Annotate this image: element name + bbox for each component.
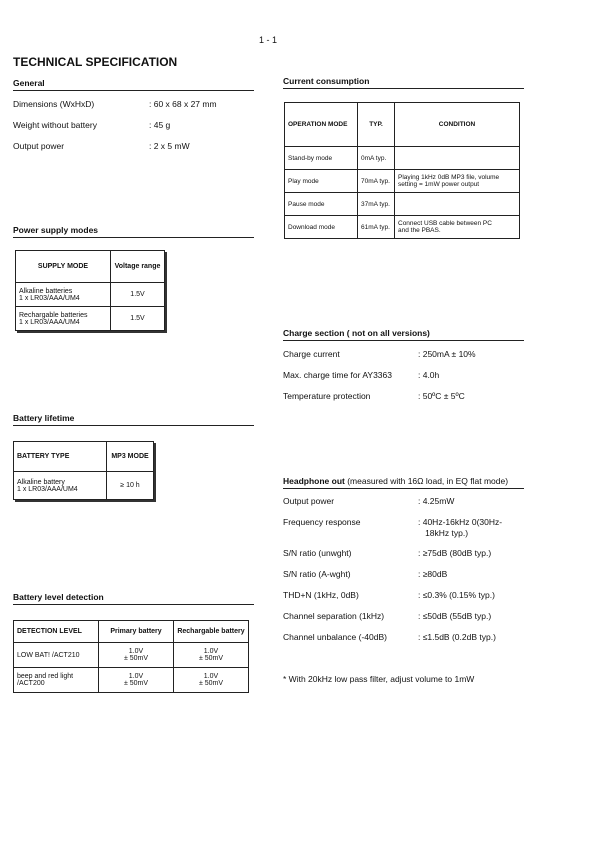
headphone-label: THD+N (1kHz, 0dB): [283, 590, 359, 600]
battery-level-level: LOW BAT! /ACT210: [14, 643, 99, 668]
headphone-footnote: * With 20kHz low pass filter, adjust volume to 1mW: [283, 674, 475, 684]
current-condition: Connect USB cable between PC and the PBAS.: [395, 216, 520, 239]
headphone-value: : ≥80dB: [418, 569, 448, 579]
headphone-value: : ≥75dB (80dB typ.): [418, 548, 492, 558]
battery-level-level: beep and red light /ACT200: [14, 668, 99, 693]
current-header-condition: CONDITION: [395, 103, 520, 147]
current-typ: 70mA typ.: [358, 170, 395, 193]
headphone-label: Output power: [283, 496, 335, 506]
charge-value-time: : 4.0h: [418, 370, 440, 380]
battery-level-rech: 1.0V ± 50mV: [174, 668, 249, 693]
battery-level-primary: 1.0V ± 50mV: [99, 643, 174, 668]
current-mode: Play mode: [285, 170, 358, 193]
table-row: [14, 643, 249, 668]
table-row: [16, 283, 165, 307]
general-label-output: Output power: [13, 141, 65, 151]
battery-level-table: [13, 620, 249, 693]
power-supply-header-mode: SUPPLY MODE: [16, 251, 111, 283]
charge-heading: Charge section ( not on all versions): [283, 328, 430, 338]
current-table: [284, 102, 520, 239]
current-rule: [283, 88, 524, 89]
current-condition: Playing 1kHz 0dB MP3 file, volume setting = 1mW power output: [395, 170, 520, 193]
battery-lifetime-header-mp3: MP3 MODE: [107, 442, 154, 472]
table-row: [285, 170, 520, 193]
headphone-value: : 4.25mW: [418, 496, 455, 506]
headphone-value: : ≤0.3% (0.15% typ.): [418, 590, 495, 600]
current-condition: [395, 147, 520, 170]
general-label-dimensions: Dimensions (WxHxD): [13, 99, 95, 109]
general-heading: General: [13, 78, 45, 88]
current-typ: 0mA typ.: [358, 147, 395, 170]
battery-lifetime-header-type: BATTERY TYPE: [14, 442, 107, 472]
charge-label-time: Max. charge time for AY3363: [283, 370, 392, 380]
battery-level-primary: 1.0V ± 50mV: [99, 668, 174, 693]
page-number: 1 - 1: [259, 35, 278, 45]
charge-label-current: Charge current: [283, 349, 340, 359]
current-condition: [395, 193, 520, 216]
charge-label-temp: Temperature protection: [283, 391, 371, 401]
headphone-heading-rest: (measured with 16Ω load, in EQ flat mode): [344, 476, 509, 486]
headphone-label: S/N ratio (unwght): [283, 548, 352, 558]
power-supply-voltage: 1.5V: [111, 307, 165, 331]
general-value-dimensions: : 60 x 68 x 27 mm: [149, 99, 217, 109]
battery-level-header-level: DETECTION LEVEL: [14, 621, 99, 643]
current-typ: 37mA typ.: [358, 193, 395, 216]
table-row: [285, 193, 520, 216]
headphone-value: : 40Hz-16kHz 0(30Hz- 18kHz typ.): [418, 517, 503, 538]
charge-value-temp: : 50ºC ± 5ºC: [418, 391, 465, 401]
page-title: TECHNICAL SPECIFICATION: [13, 55, 178, 69]
current-heading: Current consumption: [283, 76, 370, 86]
table-row: [14, 472, 154, 500]
table-row: [285, 216, 520, 239]
battery-level-header-rech: Rechargable battery: [174, 621, 249, 643]
battery-lifetime-rule: [13, 425, 254, 426]
headphone-label: Channel unbalance (-40dB): [283, 632, 387, 642]
battery-lifetime-mp3: ≥ 10 h: [107, 472, 154, 500]
general-label-weight: Weight without battery: [13, 120, 97, 130]
power-supply-heading: Power supply modes: [13, 225, 99, 235]
current-mode: Pause mode: [285, 193, 358, 216]
power-supply-mode: Rechargable batteries 1 x LR03/AAA/UM4: [16, 307, 111, 331]
headphone-heading-bold: Headphone out: [283, 476, 345, 486]
general-value-output: : 2 x 5 mW: [149, 141, 190, 151]
charge-rule: [283, 340, 524, 341]
battery-level-rech: 1.0V ± 50mV: [174, 643, 249, 668]
headphone-label: Frequency response: [283, 517, 361, 527]
battery-lifetime-heading: Battery lifetime: [13, 413, 75, 423]
table-row: [14, 668, 249, 693]
headphone-label: S/N ratio (A-wght): [283, 569, 351, 579]
current-header-typ: TYP.: [358, 103, 395, 147]
battery-level-header-primary: Primary battery: [99, 621, 174, 643]
battery-lifetime-type: Alkaline battery 1 x LR03/AAA/UM4: [14, 472, 107, 500]
headphone-rule: [283, 488, 524, 489]
power-supply-rule: [13, 237, 254, 238]
general-rule: [13, 90, 254, 91]
current-header-mode: OPERATION MODE: [285, 103, 358, 147]
current-typ: 61mA typ.: [358, 216, 395, 239]
power-supply-header-voltage: Voltage range: [111, 251, 165, 283]
general-value-weight: : 45 g: [149, 120, 171, 130]
power-supply-table: [15, 250, 165, 331]
battery-level-rule: [13, 604, 254, 605]
current-mode: Download mode: [285, 216, 358, 239]
battery-lifetime-table: [13, 441, 154, 500]
headphone-value: : ≤50dB (55dB typ.): [418, 611, 492, 621]
headphone-label: Channel separation (1kHz): [283, 611, 385, 621]
headphone-value: : ≤1.5dB (0.2dB typ.): [418, 632, 496, 642]
battery-level-heading: Battery level detection: [13, 592, 104, 602]
table-row: [285, 147, 520, 170]
power-supply-mode: Alkaline batteries 1 x LR03/AAA/UM4: [16, 283, 111, 307]
power-supply-voltage: 1.5V: [111, 283, 165, 307]
table-row: [16, 307, 165, 331]
charge-value-current: : 250mA ± 10%: [418, 349, 476, 359]
current-mode: Stand-by mode: [285, 147, 358, 170]
headphone-heading: [283, 476, 508, 486]
